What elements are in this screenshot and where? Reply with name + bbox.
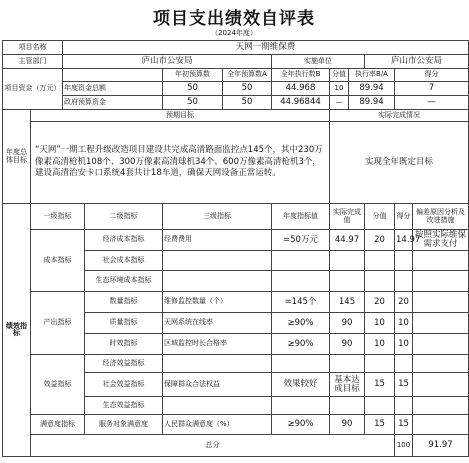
dept-value: 庐山市公安局 [63,55,272,69]
evaluation-table [2,40,469,457]
satis-l3: 人民群众满意度（%） [163,415,272,435]
output-l1: 产出指标 [31,292,85,355]
cost-l1: 成本指标 [31,230,85,292]
output-target: ≥90% [272,313,330,334]
col-budget: 年初预算数 [163,69,223,82]
funds-row-full: 50 [223,96,272,110]
cost-econ-l3: 经费费用 [163,230,272,251]
col-l1: 一级指标 [31,204,85,230]
satis-score: 15 [365,415,395,435]
funds-row-budget: 50 [163,96,223,110]
funds-row-budget: 50 [163,82,223,96]
output-l3: 维修监控数量（个） [163,292,272,313]
col-actual: 实际完成值 [330,204,365,230]
output-get: 10 [395,334,413,355]
cost-social-l2: 社会成本指标 [85,251,163,271]
effect-social-get: 15 [395,373,413,397]
output-target: ≥90% [272,334,330,355]
col-get: 得分 [395,69,469,82]
actual-label: 实际完成情况 [330,110,469,122]
cost-econ-get: 14.97 [395,230,413,251]
funds-row-score: 10 [330,82,349,96]
col-l2: 二级指标 [85,204,163,230]
total-label: 总分 [31,435,395,457]
col-score: 分值 [330,69,349,82]
funds-row-score: — [330,96,349,110]
col-l3: 三级指标 [163,204,272,230]
funds-row-rate: 89.94 [349,96,395,110]
funds-row-get: 7 [395,82,469,96]
effect-social-l2: 社会效益指标 [85,373,163,397]
output-actual: 90 [330,313,365,334]
satis-l1: 满意度指标 [31,415,85,435]
cost-econ-actual: 44.97 [330,230,365,251]
year-note: （2024年度） [211,29,257,37]
expected-goal-text: “天网”一期工程升级改造项目建设共完成高清路面监控点145个，其中230万像素高清枪机108个、300万像素高清球机34个、600万像素高清枪机3个，建设高清治安卡口系统4套共计18车道，确保天网设备正常运转。 [31,122,330,204]
goals-label: 年度总体目标 [3,110,31,204]
funds-label: 项目资金（万元） [3,69,63,110]
impl-value: 庐山市公安局 [365,55,469,69]
output-l2: 数量指标 [85,292,163,313]
effect-social-score: 15 [365,373,395,397]
col-target: 年度指标值 [272,204,330,230]
col-rate: 执行率B/A [349,69,395,82]
effect-l1: 效益指标 [31,355,85,415]
output-score: 10 [365,334,395,355]
expected-label: 预期目标 [31,110,330,122]
cost-econ-target: =50万元 [272,230,330,251]
output-l2: 质量指标 [85,313,163,334]
total-score: 100 [395,435,413,457]
impl-label: 实施单位 [272,55,365,69]
col-reason: 偏差原因分析及改进措施 [413,204,469,230]
funds-row-rate: 89.94 [349,82,395,96]
actual-result-text: 实现全年既定目标 [330,122,469,204]
col-full: 全年预算数A [223,69,272,82]
effect-social-l3: 保障群众合法权益 [163,373,272,397]
effect-social-actual: 基本达成目标 [330,373,365,397]
satis-target: ≥90% [272,415,330,435]
funds-row-exec: 44.96844 [272,96,330,110]
satis-get: 15 [395,415,413,435]
output-get: 20 [395,292,413,313]
col-score: 分值 [365,204,395,230]
satis-l2: 服务对象满意度 [85,415,163,435]
funds-row-name: 政府预算资金 [63,96,163,110]
cost-econ-reason: 按照实际维保需求支付 [413,230,469,251]
cost-econ-score: 20 [365,230,395,251]
effect-social-target: 效果较好 [272,373,330,397]
dept-label: 主管部门 [3,55,63,69]
output-actual: 145 [330,292,365,313]
output-l2: 时效指标 [85,334,163,355]
perf-label: 绩效指标 [3,204,31,457]
output-actual: 90 [330,334,365,355]
output-l3: 区域监控时长合格率 [163,334,272,355]
output-score: 20 [365,292,395,313]
output-score: 10 [365,313,395,334]
funds-row-exec: 44.968 [272,82,330,96]
effect-eco-l2: 生态效益指标 [85,397,163,415]
col-get: 得分 [395,204,413,230]
effect-econ-l2: 经济效益指标 [85,355,163,373]
output-target: =145个 [272,292,330,313]
total-get: 91.97 [413,435,469,457]
satis-actual: 90 [330,415,365,435]
col-exec: 全年执行数B [272,69,330,82]
output-get: 10 [395,313,413,334]
funds-row-full: 50 [223,82,272,96]
funds-row-name: 年度资金总额 [63,82,163,96]
funds-row-get: — [395,96,469,110]
project-name: 天网一期维保费 [63,41,469,55]
project-name-label: 项目名称 [3,41,63,55]
cost-econ-l2: 经济成本指标 [85,230,163,251]
page-title: 项目支出绩效自评表 [153,9,315,29]
output-l3: 天网系统在线率 [163,313,272,334]
cost-eco-l2: 生态环境成本指标 [85,271,163,292]
